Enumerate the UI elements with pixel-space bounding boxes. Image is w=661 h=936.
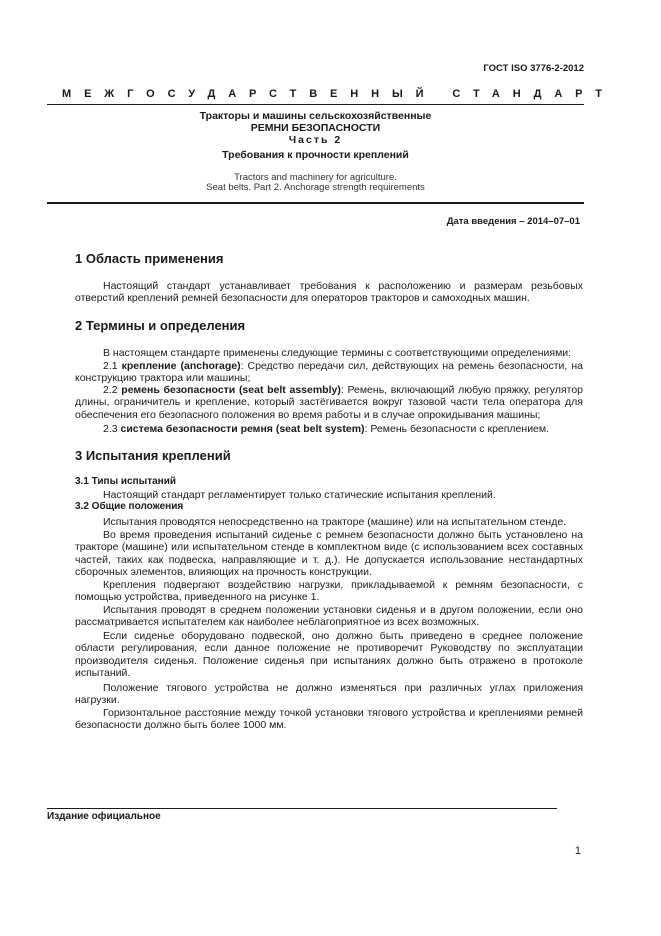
term-2-2: [75, 384, 583, 421]
paragraph-3-2-7: Горизонтальное расстояние между точкой установки тягового устройства и креплениями ремней безопасности должно быть более 1000 мм.: [75, 707, 583, 732]
subsection-3-1-heading: 3.1 Типы испытаний: [75, 476, 176, 487]
paragraph-3-2-6: Положение тягового устройства не должно изменяться при различных углах приложения нагрузки.: [75, 682, 583, 707]
term-2-2-name: ремень безопасности (seat belt assembly): [121, 384, 341, 396]
title-part: Часть 2: [288, 134, 343, 146]
term-2-2-definition: : Ремень, включающий любую пряжку, регулятор длины, ограничитель и крепление, который застёгивается вокруг тазовой части тела оператора для обеспечения его безопасного положения во время работы и в случае опрокидывания машины;: [75, 384, 583, 421]
section-3-heading: 3 Испытания креплений: [75, 448, 231, 463]
term-2-1-definition: : Средство передачи сил, действующих на ремень безопасности, на конструкцию трактора или машины;: [75, 360, 583, 385]
header-divider: [47, 104, 584, 105]
term-2-3-number: 2.3: [103, 423, 121, 435]
page-number: 1: [574, 845, 581, 857]
standard-type-heading: МЕЖГОСУДАРСТВЕННЫЙ СТАНДАРТ: [62, 88, 615, 100]
paragraph-3-2-2: Во время проведения испытаний сиденье с ремнем безопасности должно быть установлено на тракторе (машине) или испытательном стенде в комплектном виде (с использованием всех составных частей, таких как подвеска, направляющие и т. д.). Не допускается использование нестандартных сборочных элементов, влияющих на прочность конструкции.: [75, 529, 583, 579]
term-2-2-number: 2.2: [103, 384, 122, 396]
term-2-1: [75, 360, 583, 385]
official-edition-label: Издание официальное: [47, 811, 161, 822]
subsection-3-1-text: Настоящий стандарт регламентирует только статические испытания креплений.: [103, 489, 496, 501]
title-subtitle: Требования к прочности креплений: [222, 149, 409, 161]
section-1-heading: 1 Область применения: [75, 251, 224, 266]
title-line-2: РЕМНИ БЕЗОПАСНОСТИ: [250, 122, 381, 134]
term-2-1-number: 2.1: [103, 360, 122, 372]
document-code: ГОСТ ISO 3776-2-2012: [483, 63, 584, 74]
term-2-3-name: система безопасности ремня (seat belt system): [120, 423, 365, 435]
title-english-1: Tractors and machinery for agriculture.: [234, 172, 397, 183]
section-2-intro: В настоящем стандарте применены следующие термины с соответствующими определениями:: [103, 347, 572, 359]
term-2-3-definition: : Ремень безопасности с креплением.: [364, 423, 550, 435]
subsection-3-2-heading: 3.2 Общие положения: [75, 501, 184, 512]
footer-divider: [47, 808, 557, 809]
section-2-heading: 2 Термины и определения: [75, 318, 246, 333]
paragraph-3-2-4: Испытания проводят в среднем положении установки сиденья и в другом положении, если оно рассматривается испытателем как наиболее неблагоприятное из всех возможных.: [75, 604, 583, 629]
term-2-3: [75, 423, 583, 435]
paragraph-3-2-3: Крепления подвергают воздействию нагрузки, прикладываемой к ремням безопасности, с помощью устройства, приведенного на рисунке 1.: [75, 579, 583, 604]
section-1-text: Настоящий стандарт устанавливает требования к расположению и размерам резьбовых отверстий креплений ремней безопасности для операторов тракторов и самоходных машин.: [75, 280, 583, 305]
term-2-1-name: крепление (anchorage): [121, 360, 241, 372]
paragraph-3-2-5: Если сиденье оборудовано подвеской, оно должно быть приведено в среднее положение области регулирования, если данное положение не противоречит Руководству по эксплуатации производителя сиденья. Положение сиденья при испытаниях должно быть отражено в протоколе испытаний.: [75, 630, 583, 680]
title-line-1: Тракторы и машины сельскохозяйственные: [199, 110, 432, 122]
introduction-date: Дата введения – 2014–07–01: [446, 216, 580, 227]
title-english-2: Seat belts. Part 2. Anchorage strength requirements: [206, 182, 425, 193]
paragraph-3-2-1: Испытания проводятся непосредственно на тракторе (машине) или на испытательном стенде.: [103, 516, 567, 528]
title-divider: [47, 202, 584, 204]
